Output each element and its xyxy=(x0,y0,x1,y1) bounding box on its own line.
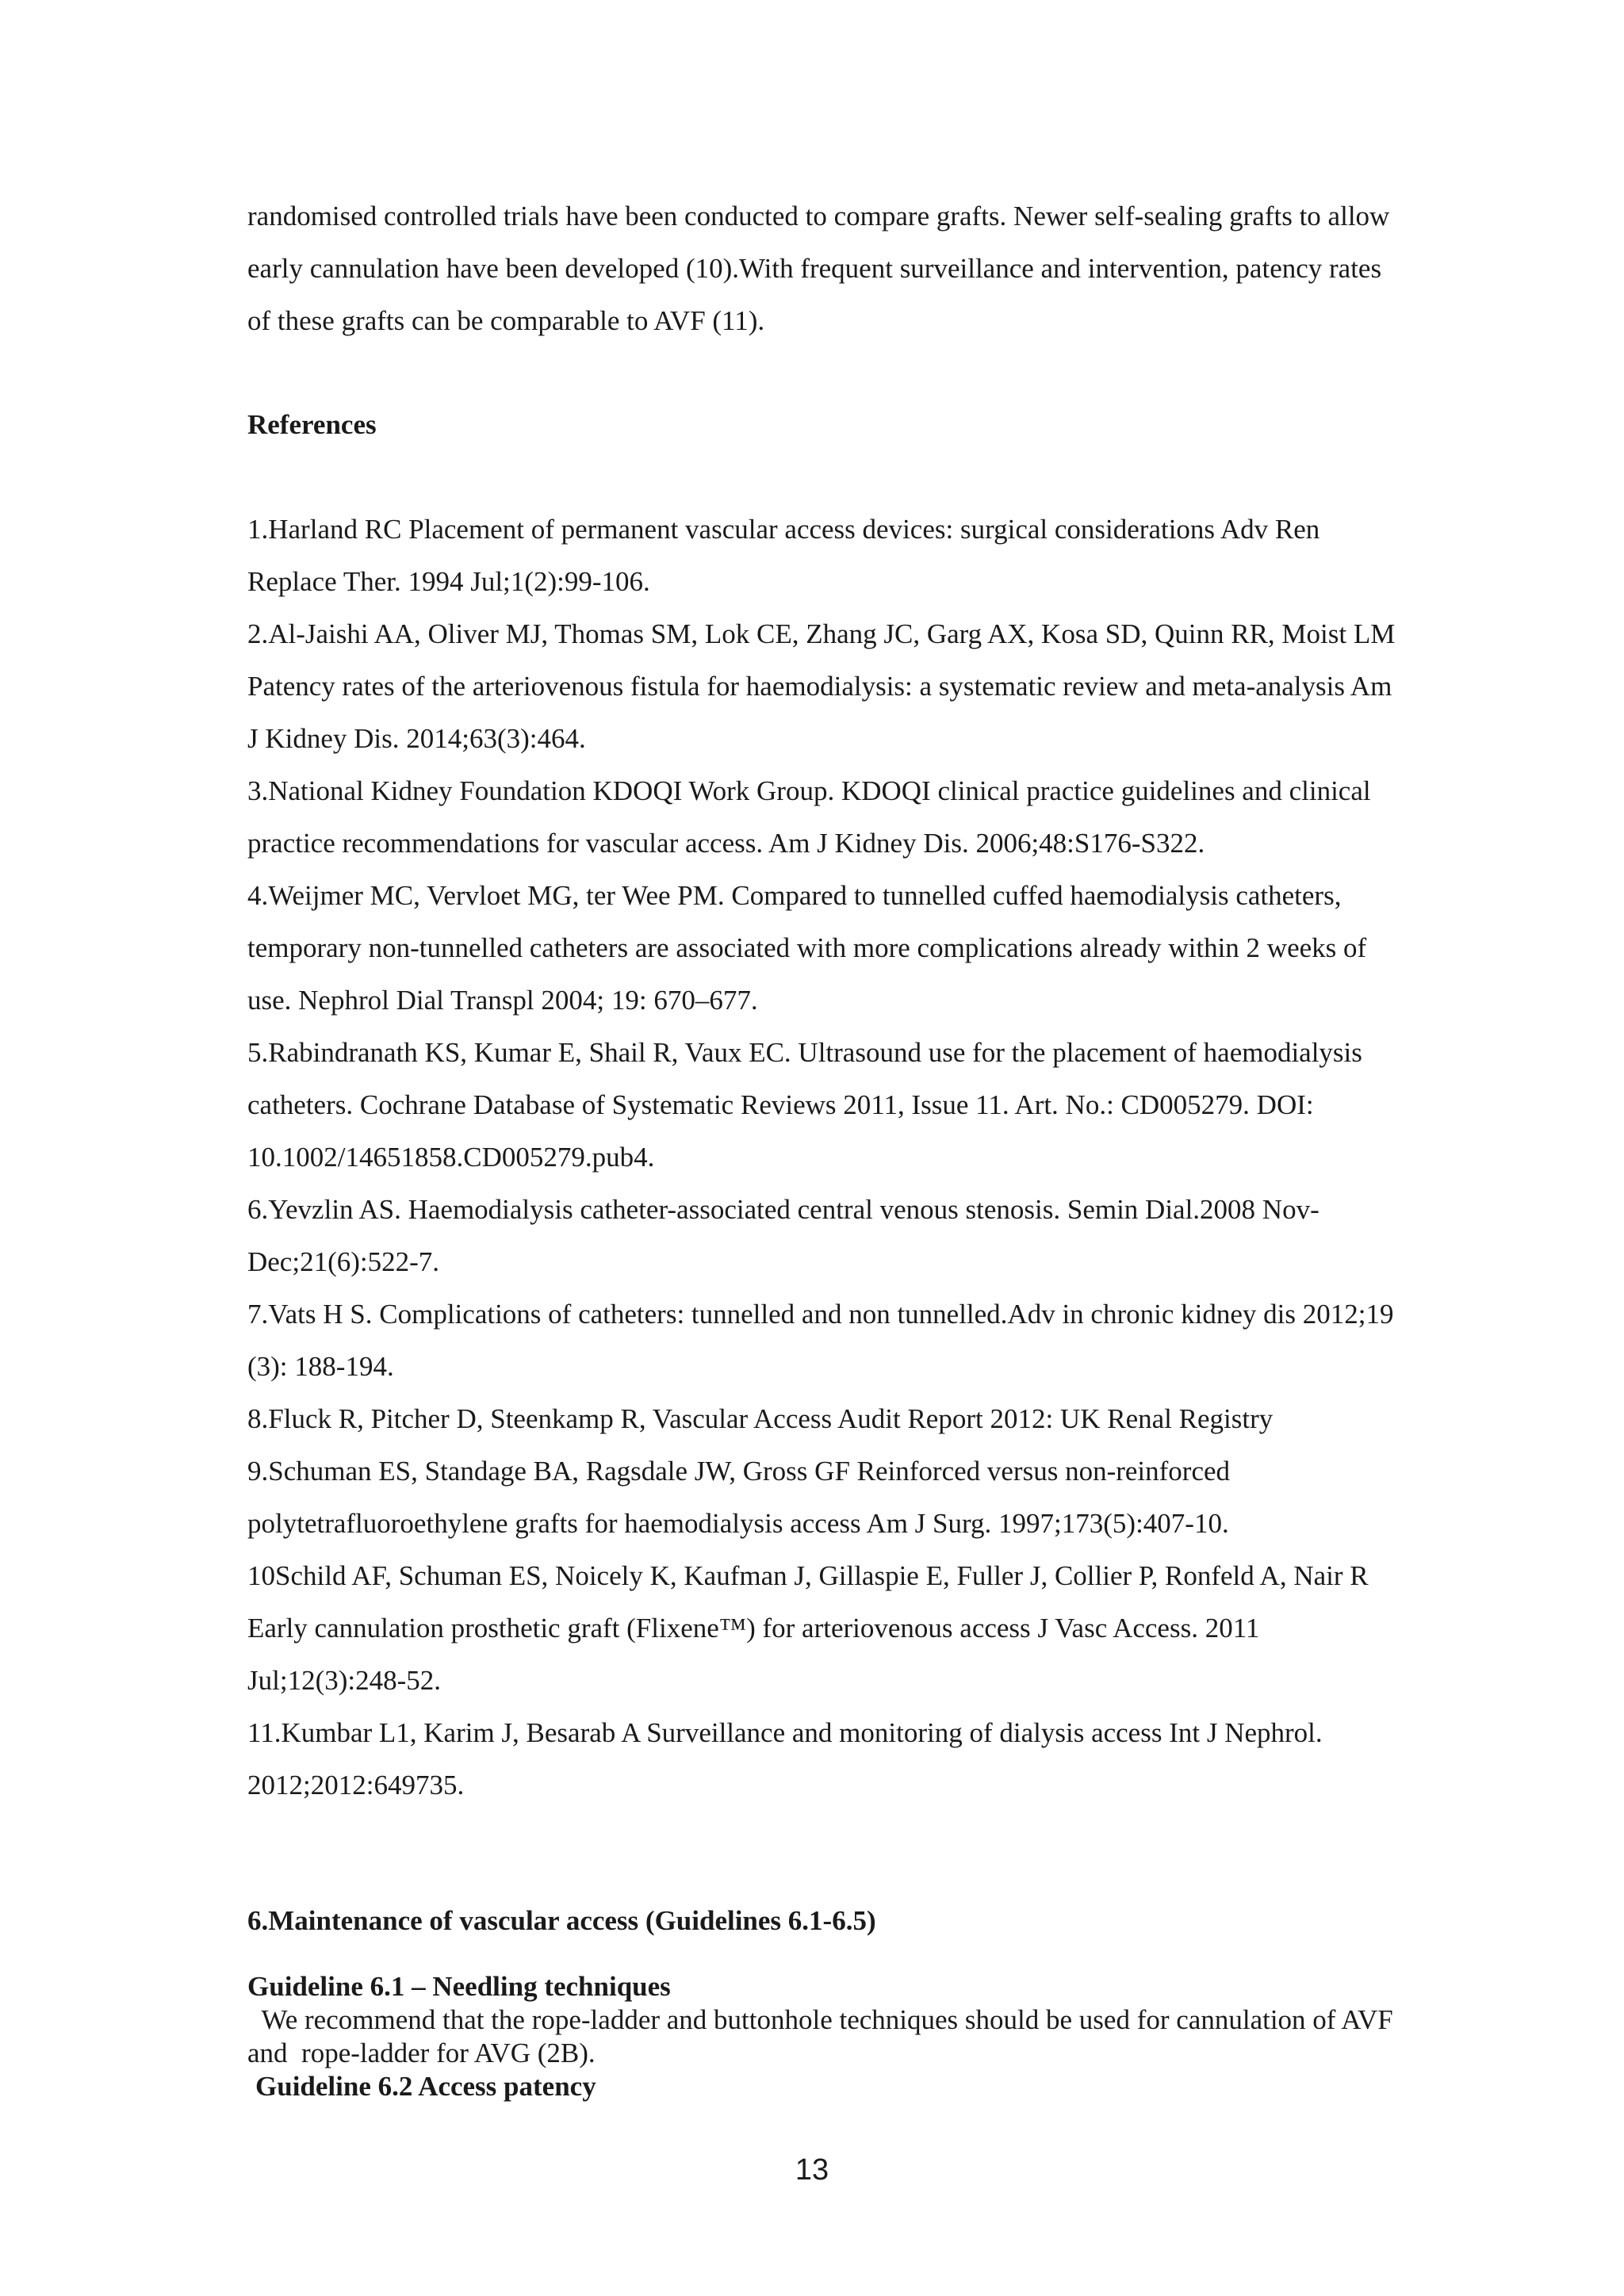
references-heading: References xyxy=(247,409,377,440)
intro-paragraph: randomised controlled trials have been conducted to compare grafts. Newer self-sealing grafts to allow early cannulation have been developed (10).With frequent surveillance and intervention, patency rates of these grafts can be comparable to AVF (11). xyxy=(247,201,1390,336)
guideline-6-1-title: Guideline 6.1 – Needling techniques xyxy=(247,1971,671,2002)
reference-item: 6.Yevzlin AS. Haemodialysis catheter-associated central venous stenosis. Semin Dial.2008 Nov-Dec;21(6):522-7. xyxy=(247,1194,1320,1277)
reference-item: 4.Weijmer MC, Vervloet MG, ter Wee PM. Compared to tunnelled cuffed haemodialysis catheters, temporary non-tunnelled catheters are associated with more complications already within 2 weeks of use. Nephrol Dial Transpl 2004; 19: 670–677. xyxy=(247,880,1367,1016)
reference-item: 1.Harland RC Placement of permanent vascular access devices: surgical considerations Adv Ren Replace Ther. 1994 Jul;1(2):99-106. xyxy=(247,514,1320,597)
reference-item: 3.National Kidney Foundation KDOQI Work Group. KDOQI clinical practice guidelines and clinical practice recommendations for vascular access. Am J Kidney Dis. 2006;48:S176-S322. xyxy=(247,775,1371,859)
reference-item: 8.Fluck R, Pitcher D, Steenkamp R, Vascular Access Audit Report 2012: UK Renal Registry xyxy=(247,1403,1274,1434)
references-list xyxy=(247,503,1397,1812)
reference-item: 5.Rabindranath KS, Kumar E, Shail R, Vaux EC. Ultrasound use for the placement of haemodialysis catheters. Cochrane Database of Systematic Reviews 2011, Issue 11. Art. No.: CD005279. DOI: 10.1002/14651858.CD005279.pub4. xyxy=(247,1037,1362,1173)
reference-item: 10Schild AF, Schuman ES, Noicely K, Kaufman J, Gillaspie E, Fuller J, Collier P, Ronfeld A, Nair R Early cannulation prosthetic graft (Flixene™) for arteriovenous access J Vasc Access. 2011 Jul;12(3):248-52. xyxy=(247,1560,1369,1696)
reference-item: 11.Kumbar L1, Karim J, Besarab A Surveillance and monitoring of dialysis access Int J Nephrol. 2012;2012:649735. xyxy=(247,1717,1323,1800)
reference-item: 7.Vats H S. Complications of catheters: tunnelled and non tunnelled.Adv in chronic kidney dis 2012;19 (3): 188-194. xyxy=(247,1299,1394,1382)
section-heading: 6.Maintenance of vascular access (Guidelines 6.1-6.5) xyxy=(247,1905,876,1936)
page-number: 13 xyxy=(795,2153,829,2187)
reference-item: 2.Al-Jaishi AA, Oliver MJ, Thomas SM, Lok CE, Zhang JC, Garg AX, Kosa SD, Quinn RR, Moist LM Patency rates of the arteriovenous fistula for haemodialysis: a systematic review and meta-analysis Am J Kidney Dis. 2014;63(3):464. xyxy=(247,618,1396,754)
reference-item: 9.Schuman ES, Standage BA, Ragsdale JW, Gross GF Reinforced versus non-reinforced polytetrafluoroethylene grafts for haemodialysis access Am J Surg. 1997;173(5):407-10. xyxy=(247,1456,1231,1539)
guideline-6-2-title: Guideline 6.2 Access patency xyxy=(255,2071,596,2102)
guideline-6-1-text: We recommend that the rope-ladder and buttonhole techniques should be used for cannulation of AVF and rope-ladder for AVG (2B). xyxy=(247,2004,1400,2068)
